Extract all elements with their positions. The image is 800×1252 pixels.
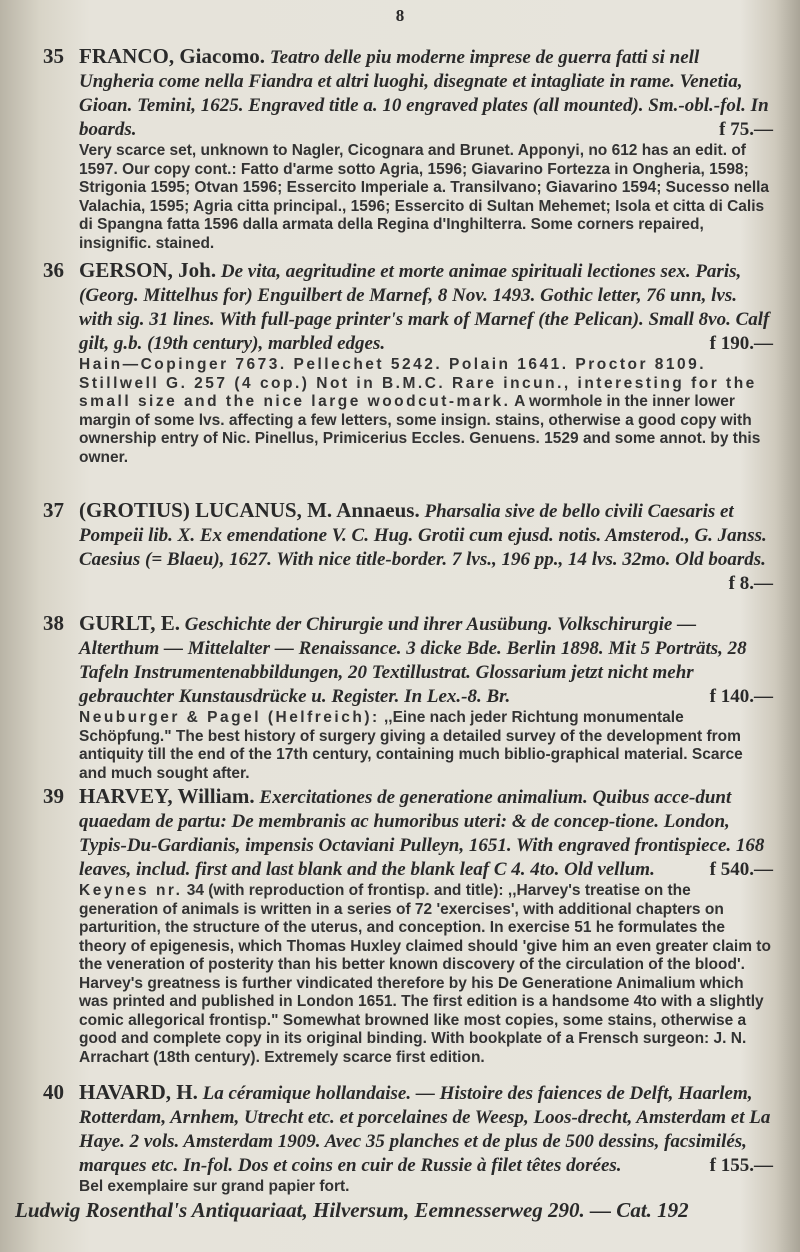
entry-note-lead: Keynes nr. — [79, 882, 183, 899]
entry-author: HARVEY, William. — [79, 784, 255, 808]
page-number: 8 — [395, 6, 405, 25]
entry-number: 40 — [43, 1080, 64, 1104]
entry-title: Teatro delle piu moderne imprese de guerra fatti si nell Ungheria come nella Fiandra et altri luoghi, disegnate et intagliate in rame. Venetia, Gioan. Temini, 1625. Engraved title a. 10 engraved plates (all mounted). Sm.-obl.-fol. In boards. — [79, 47, 769, 140]
catalogue-entry-37 — [43, 498, 773, 596]
entry-price: f 8.— — [728, 573, 773, 594]
entry-note: A wormhole in the inner lower margin of some lvs. affecting a few letters, some insign. stains, otherwise a good copy with ownership entry of Nic. Pinellus, Primicerius Eccles. Genuens. 1529 and some annot. by this owner. — [79, 393, 761, 466]
entry-title: De vita, aegritudine et morte animae spirituali lectiones sex. Paris, (Georg. Mittelhus for) Enguilbert de Marnef, 8 Nov. 1493. Gothic letter, 76 unn, lvs. with sig. 31 lines. With full-page printer's mark of Marnef (the Pelican). Small 8vo. Calf gilt, g.b. (19th century), marbled edges. — [79, 261, 770, 354]
entry-author: (GROTIUS) LUCANUS, M. Annaeus. — [79, 498, 420, 522]
entry-note-lead: Neuburger & Pagel (Helfreich): — [79, 709, 380, 726]
entry-number: 36 — [43, 258, 64, 282]
entry-title: La céramique hollandaise. — Histoire des faiences de Delft, Haarlem, Rotterdam, Arnhem, Utrecht etc. et porcelaines de Weesp, Loos-drecht, Amsterdam et La Haye. 2 vols. Amsterdam 1909. Avec 35 planches et de plus de 500 dessins, facsimilés, marques etc. In-fol. Dos et coins en cuir de Russie à filet têtes dorées. — [79, 1083, 771, 1176]
entry-price: f 75.— — [719, 119, 773, 140]
entry-number: 38 — [43, 611, 64, 635]
entry-author: HAVARD, H. — [79, 1080, 198, 1104]
entry-author: GURLT, E. — [79, 611, 180, 635]
catalogue-footer: Ludwig Rosenthal's Antiquariaat, Hilversum, Eemnesserweg 290. — Cat. 192 — [15, 1198, 689, 1222]
entry-price: f 540.— — [709, 859, 773, 880]
entry-number: 35 — [43, 44, 64, 68]
entry-title: Exercitationes de generatione animalium. Quibus acce-dunt quaedam de partu: De membranis ac humoribus uteri: & de concep-tione. London, Typis-Du-Gardianis, impensis Octaviani Pulleyn, 1651. With engraved frontispiece. 168 leaves, includ. first and last blank and the blank leaf C 4. 4to. Old vellum. — [79, 787, 765, 880]
entry-price: f 140.— — [709, 686, 773, 707]
entry-note: ,,Eine nach jeder Richtung monumentale Schöpfung." The best history of surgery giving a detailed survey of the development from antiquity till the end of the 17th century, containing much biblio-graphical material. Scarce and much sought after. — [79, 709, 743, 782]
catalogue-entry-36 — [43, 258, 773, 467]
catalogue-entry-40 — [43, 1080, 773, 1197]
catalogue-entry-39 — [43, 784, 773, 1067]
entry-number: 37 — [43, 498, 64, 522]
catalogue-entry-35 — [43, 44, 773, 253]
entry-author: FRANCO, Giacomo. — [79, 44, 266, 68]
entry-number: 39 — [43, 784, 64, 808]
catalogue-entry-38 — [43, 611, 773, 783]
entry-price: f 190.— — [709, 333, 773, 354]
entry-price: f 155.— — [709, 1155, 773, 1176]
entry-note-lead: Hain—Copinger 7673. Pellechet 5242. Polain 1641. Proctor 8109. Stillwell G. 257 (4 cop.) Not in B.M.C. Rare incun., interesting for the small size and the nice large woodcut-mark. — [79, 356, 757, 410]
entry-title: Pharsalia sive de bello civili Caesaris et Pompeii lib. X. Ex emendatione V. C. Hug. Grotii cum ejusd. notis. Amsterod., G. Janss. Caesius (= Blaeu), 1627. With nice title-border. 7 lvs., 196 pp., 14 lvs. 32mo. Old boards. — [79, 501, 767, 570]
entry-note: Bel exemplaire sur grand papier fort. — [79, 1178, 350, 1195]
entry-note: Very scarce set, unknown to Nagler, Cicognara and Brunet. Apponyi, no 612 has an edit. of 1597. Our copy cont.: Fatto d'arme sotto Agria, 1596; Giavarino Fortezza in Ongheria, 1598; Strigonia 1595; Otvan 1596; Essercito Imperiale a. Transilvano; Giavarino 1594; Sucesso nella Valachia, 1595; Agria citta principal., 1596; Essercito di Sultan Mehemet; Isola et citta di Calis di Spangna fatta 1596 dalla armata della Regina d'Inghilterra. Some corners repaired, insignific. stained. — [79, 142, 770, 252]
entry-title: Geschichte der Chirurgie und ihrer Ausübung. Volkschirurgie — Alterthum — Mittelalter — Renaissance. 3 dicke Bde. Berlin 1898. Mit 5 Porträts, 28 Tafeln Instrumentenabbildungen, 20 Textillustrat. Glossarium jetzt nicht mehr gebrauchter Kunstausdrücke u. Register. In Lex.-8. Br. — [79, 614, 747, 707]
entry-author: GERSON, Joh. — [79, 258, 217, 282]
entry-note: 34 (with reproduction of frontisp. and title): ,,Harvey's treatise on the generation of animals is written in a series of 72 'exercises', with additional chapters on parturition, the structure of the uterus, and conception. In exercise 51 he formulates the theory of epigenesis, which Thomas Huxley claimed should 'give him an even greater claim to the veneration of posterity than his better known discovery of the circulation of the blood'. Harvey's greatness is further vindicated therefore by his De Generatione Animalium which was printed and published in London 1651. The first edition is a handsome 4to with a slightly comic allegorical frontisp." Somewhat browned like most copies, some stains, otherwise a good and complete copy in its original binding. With bookplate of a Frensch surgeon: J. N. Arrachart (18th century). Extremely scarce first edition. — [79, 882, 771, 1066]
